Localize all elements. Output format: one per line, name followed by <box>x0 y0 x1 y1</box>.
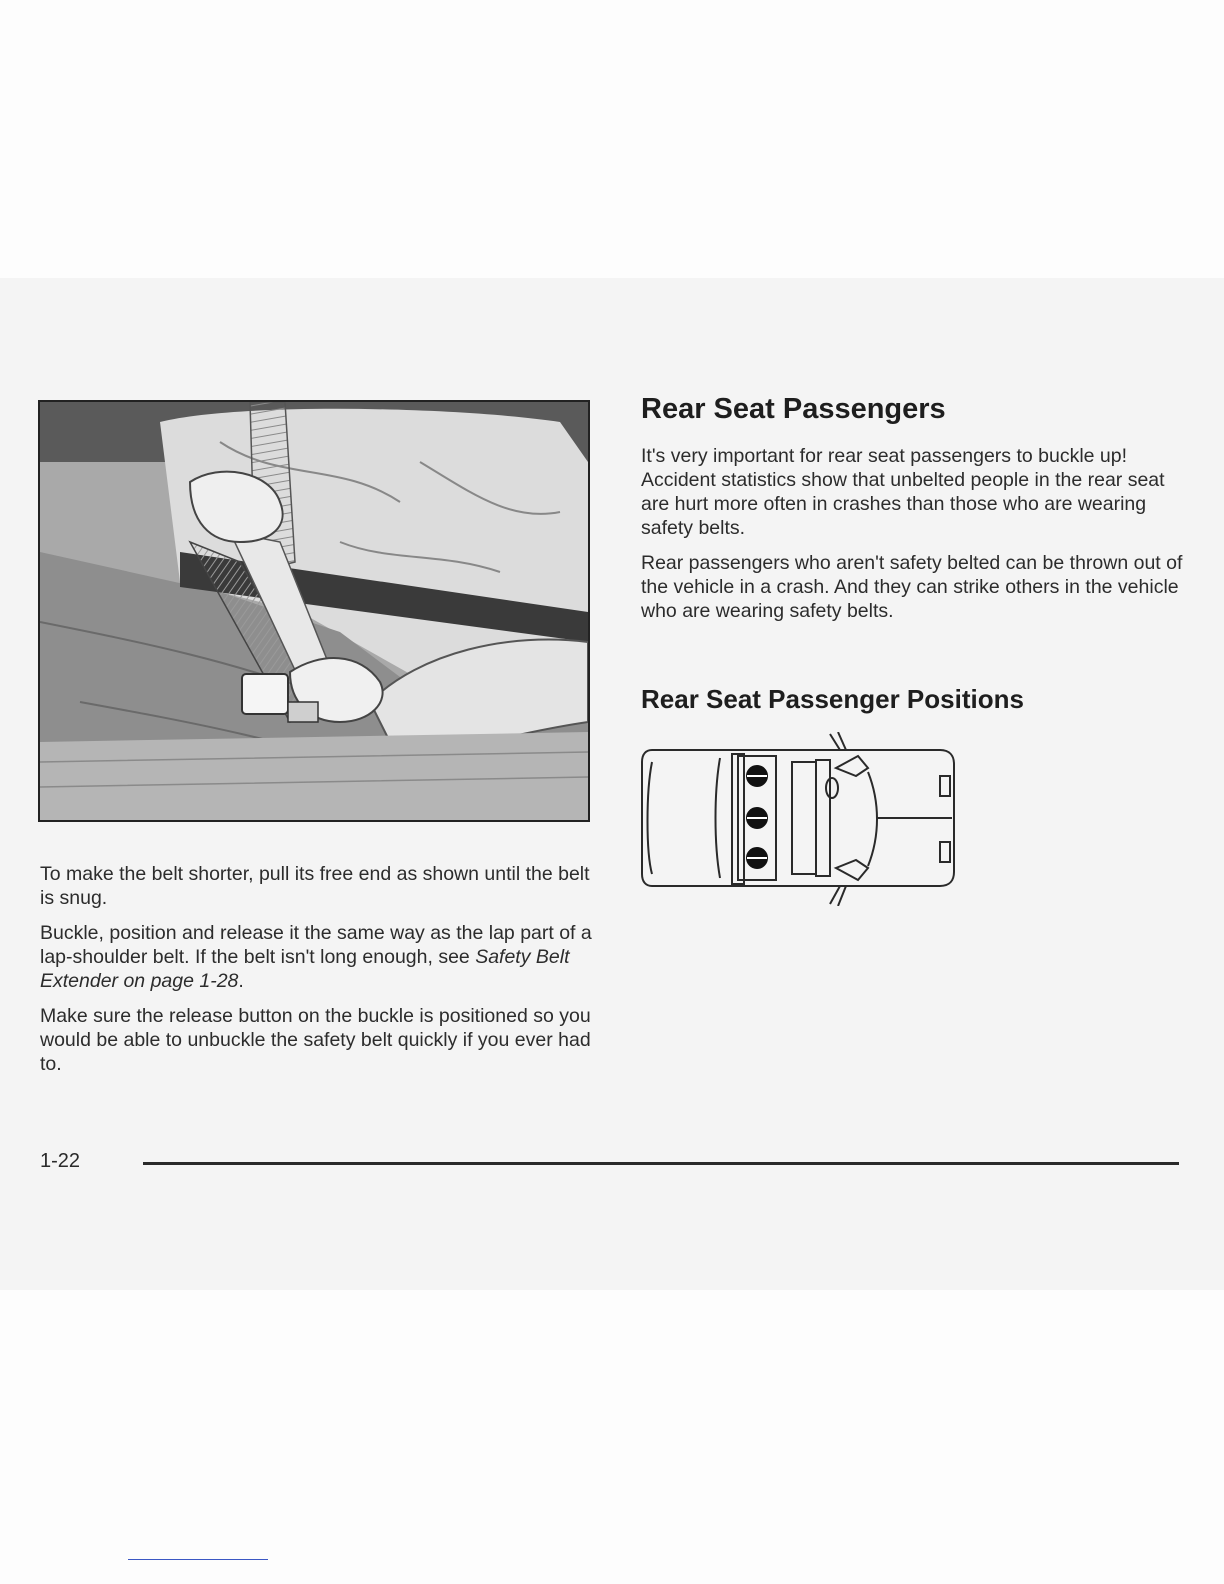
release-button-paragraph: Make sure the release button on the buckle is positioned so you would be able to unbuckle the safety belt quickly if you ever had to. <box>40 1005 591 1075</box>
rear-seat-passengers-heading: Rear Seat Passengers <box>641 393 946 425</box>
rear-seat-importance-paragraph: It's very important for rear seat passengers to buckle up! Accident statistics show that unbelted people in the rear seat are hurt more often in crashes than those who are wearing safety belts. <box>641 445 1165 539</box>
buckle-paragraph-text: Buckle, position and release it the same way as the lap part of a lap-shoulder belt. If the belt isn't long enough, see <box>40 922 592 968</box>
footer-divider <box>143 1162 1179 1165</box>
right-column <box>641 392 1191 634</box>
buckle-paragraph <box>40 921 596 993</box>
belt-shorter-paragraph: To make the belt shorter, pull its free end as shown until the belt is snug. <box>40 863 590 909</box>
rear-seat-positions-diagram <box>640 732 960 906</box>
belt-adjustment-illustration <box>38 400 590 822</box>
rear-seat-thrown-paragraph: Rear passengers who aren't safety belted can be thrown out of the vehicle in a crash. And they can strike others in the vehicle who are wearing safety belts. <box>641 552 1183 622</box>
rear-seat-positions-heading: Rear Seat Passenger Positions <box>641 684 1024 714</box>
bottom-link-underline <box>128 1559 268 1560</box>
page-number: 1-22 <box>40 1150 81 1172</box>
left-column <box>40 862 596 1087</box>
safety-belt-extender-reference[interactable]: Safety Belt Extender on page 1-28 <box>40 946 570 992</box>
buckle-paragraph-end: . <box>238 970 244 992</box>
